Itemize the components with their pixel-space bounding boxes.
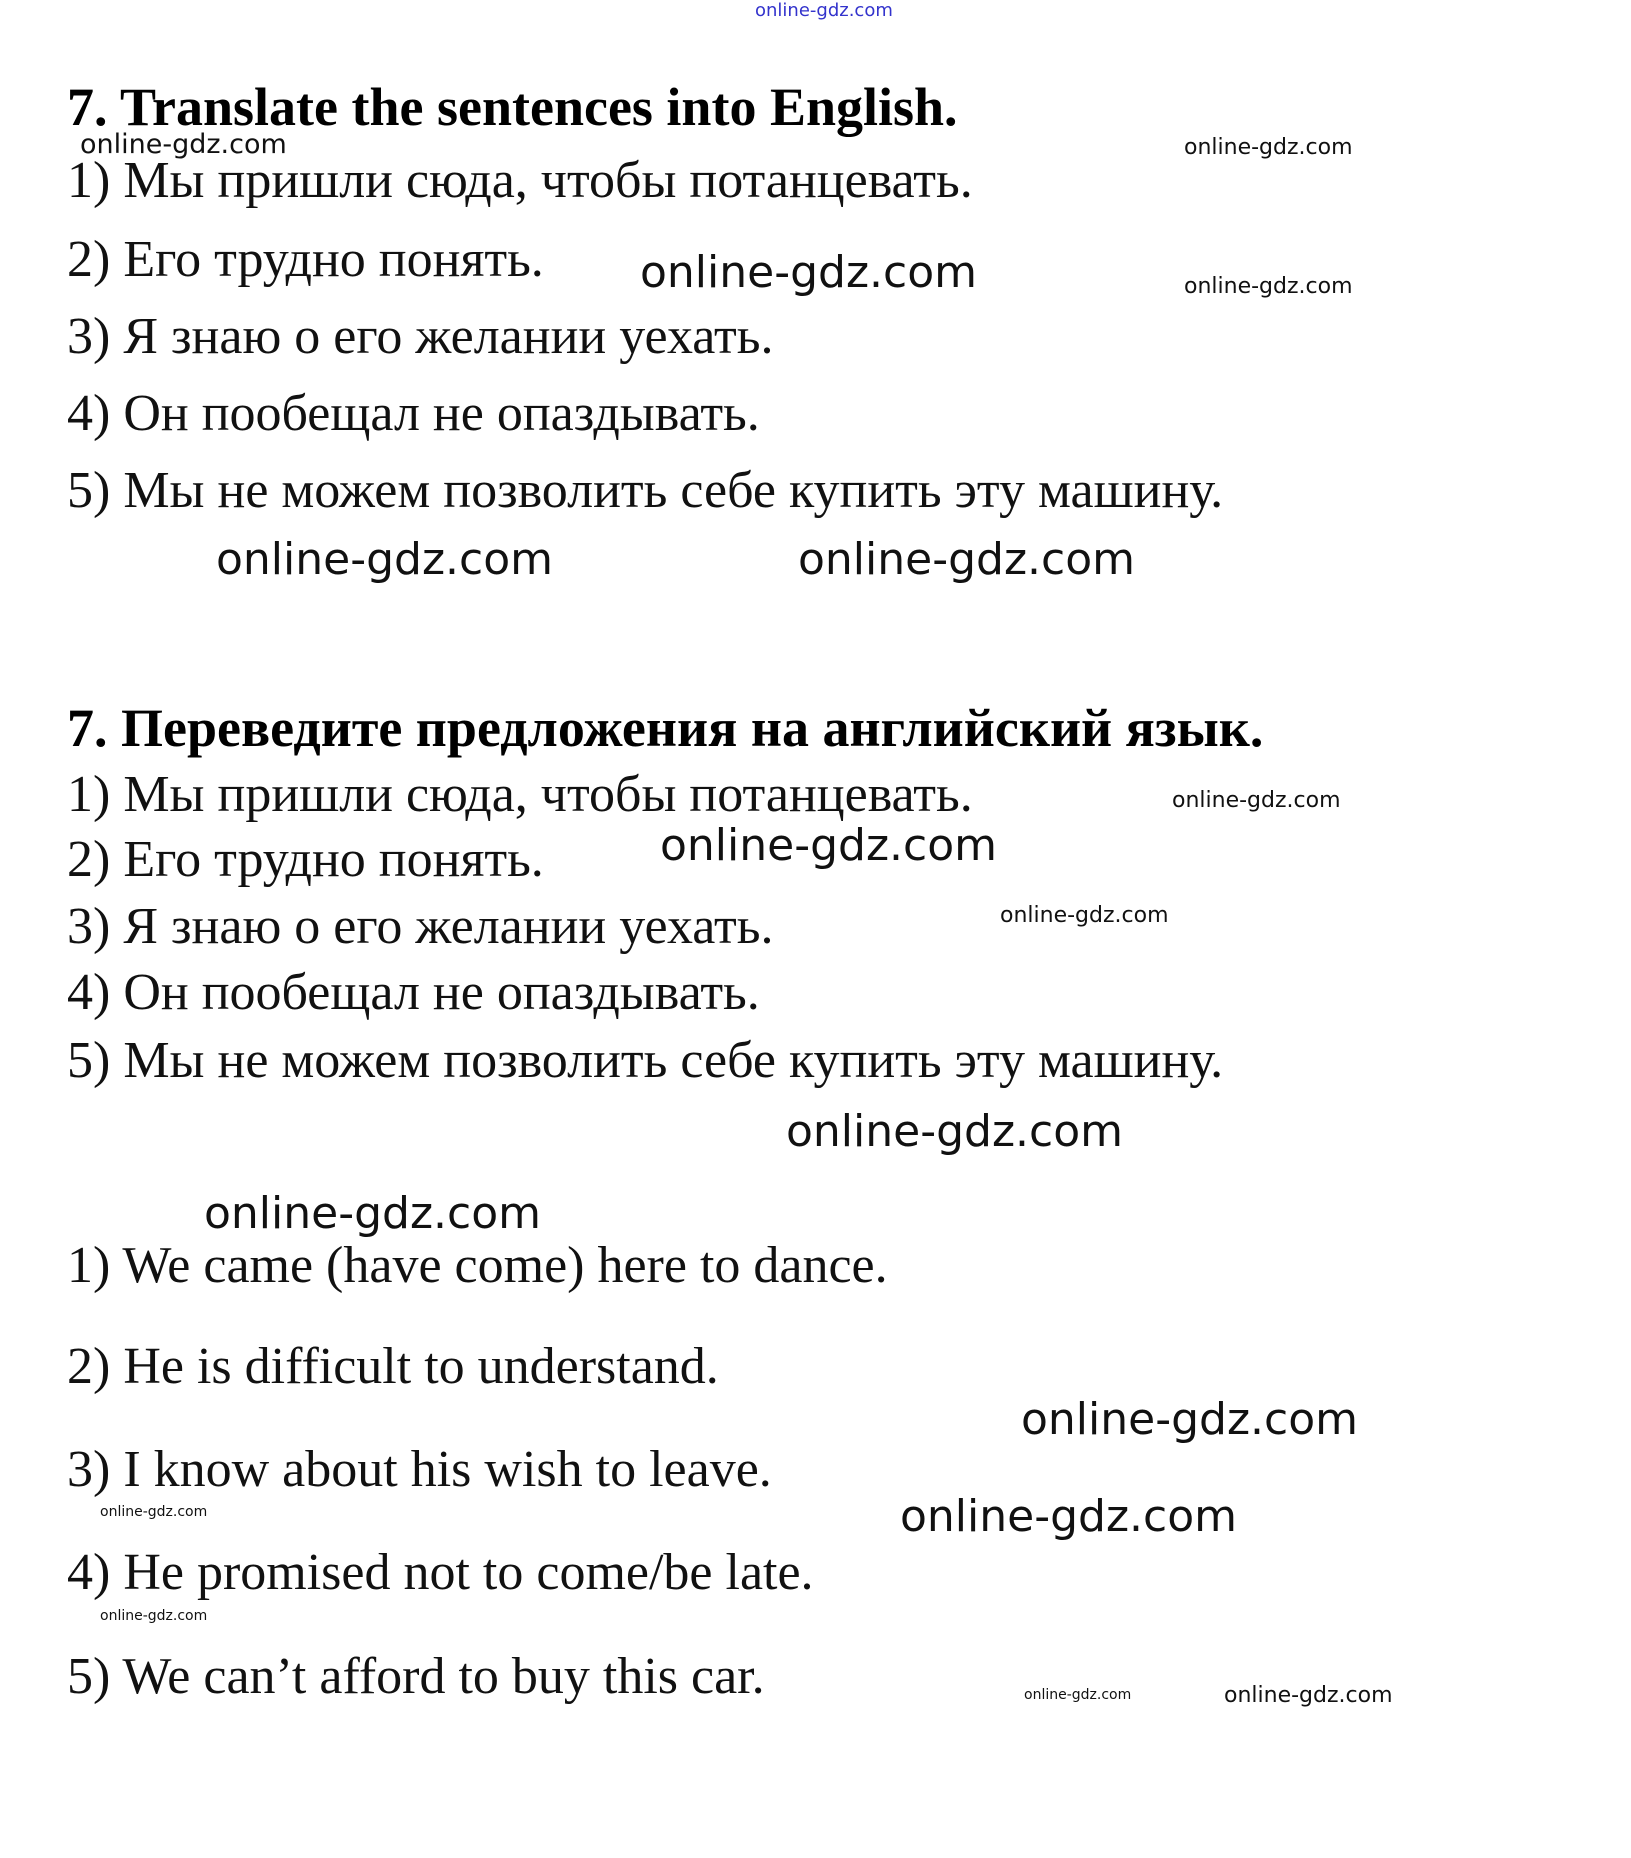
watermark: online-gdz.com bbox=[1172, 788, 1341, 813]
answer: 2) He is difficult to understand. bbox=[67, 1338, 719, 1395]
watermark: online-gdz.com bbox=[900, 1491, 1238, 1542]
watermark: online-gdz.com bbox=[1184, 135, 1353, 160]
watermark: online-gdz.com bbox=[1184, 274, 1353, 299]
watermark: online-gdz.com bbox=[798, 534, 1136, 585]
watermark: online-gdz.com bbox=[204, 1188, 542, 1239]
sentence: 5) Мы не можем позволить себе купить эту машину. bbox=[67, 462, 1224, 519]
watermark: online-gdz.com bbox=[1021, 1394, 1359, 1445]
watermark: online-gdz.com bbox=[1000, 903, 1169, 928]
watermark: online-gdz.com bbox=[640, 247, 978, 298]
sentence: 4) Он пообещал не опаздывать. bbox=[67, 964, 760, 1021]
watermark: online-gdz.com bbox=[786, 1106, 1124, 1157]
task-title-english: 7. Translate the sentences into English. bbox=[67, 77, 958, 137]
answer: 1) We came (have come) here to dance. bbox=[67, 1237, 888, 1294]
answer: 4) He promised not to come/be late. bbox=[67, 1544, 814, 1601]
sentence: 5) Мы не можем позволить себе купить эту машину. bbox=[67, 1032, 1224, 1089]
answer: 5) We can’t afford to buy this car. bbox=[67, 1648, 765, 1705]
sentence: 3) Я знаю о его желании уехать. bbox=[67, 308, 774, 365]
sentence: 2) Его трудно понять. bbox=[67, 831, 544, 888]
task-title-russian: 7. Переведите предложения на английский язык. bbox=[67, 698, 1264, 758]
sentence: 3) Я знаю о его желании уехать. bbox=[67, 898, 774, 955]
sentence: 2) Его трудно понять. bbox=[67, 231, 544, 288]
watermark: online-gdz.com bbox=[216, 534, 554, 585]
sentence: 4) Он пообещал не опаздывать. bbox=[67, 385, 760, 442]
sentence: 1) Мы пришли сюда, чтобы потанцевать. bbox=[67, 152, 973, 209]
watermark: online-gdz.com bbox=[755, 0, 893, 21]
answer: 3) I know about his wish to leave. bbox=[67, 1441, 772, 1498]
watermark: online-gdz.com bbox=[660, 820, 998, 871]
watermark: online-gdz.com bbox=[80, 129, 287, 160]
watermark: online-gdz.com bbox=[100, 1608, 208, 1624]
watermark: online-gdz.com bbox=[1224, 1683, 1393, 1708]
sentence: 1) Мы пришли сюда, чтобы потанцевать. bbox=[67, 766, 973, 823]
watermark: online-gdz.com bbox=[1024, 1687, 1132, 1703]
watermark: online-gdz.com bbox=[100, 1504, 208, 1520]
